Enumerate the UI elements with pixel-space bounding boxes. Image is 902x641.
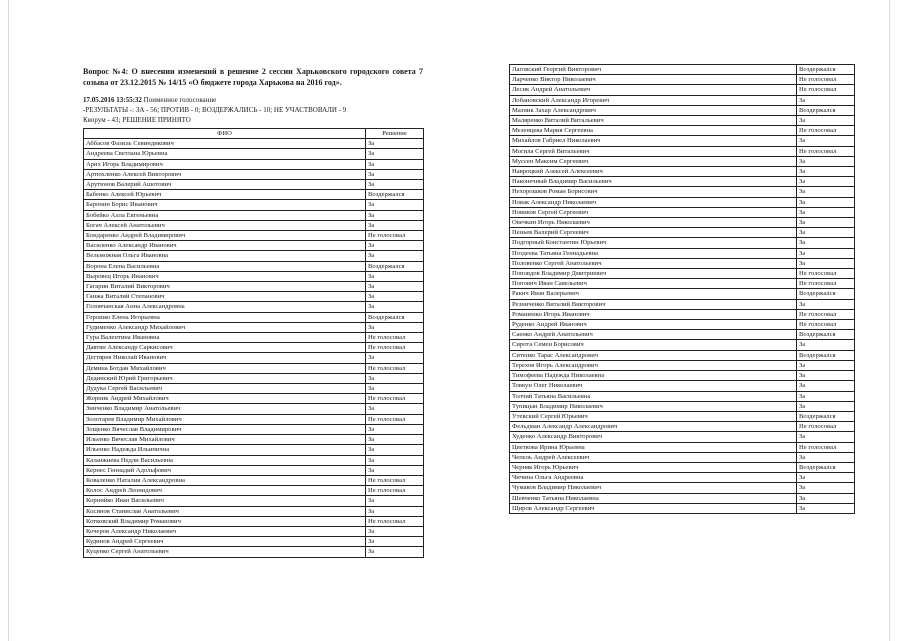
deputy-name: Сирота Семен Борисович [510, 340, 797, 350]
table-row [510, 360, 855, 370]
vote-decision: За [366, 384, 424, 394]
table-row [510, 279, 855, 289]
deputy-name: Фельдман Александр Александрович [510, 422, 797, 432]
table-row [510, 177, 855, 187]
vote-decision: Не голосовал [797, 269, 855, 279]
table-row [510, 350, 855, 360]
table-row [84, 516, 424, 526]
deputy-name: Худенко Александр Викторович [510, 432, 797, 442]
table-row [510, 381, 855, 391]
vote-decision: Не голосовал [797, 85, 855, 95]
deputy-name: Давтян Александр Саркисович [84, 343, 366, 353]
question-heading: Вопрос №4: О внесении изменений в решение 2 сессии Харьковского городского совета 7 созыва от 23.12.2015 № 14/15 «О бюджете города Харькова на 2016 год». [83, 67, 423, 87]
vote-decision: За [797, 401, 855, 411]
deputy-name: Куценко Сергей Анатольевич [84, 547, 366, 557]
deputy-name: Головчанская Анна Александровна [84, 302, 366, 312]
table-row [84, 282, 424, 292]
deputy-name: Толчий Татьяна Васильевна [510, 391, 797, 401]
deputy-name: Колос Андрей Леонидович [84, 486, 366, 496]
vote-decision: За [797, 503, 855, 513]
vote-decision: Воздержался [366, 190, 424, 200]
deputy-name: Цветкова Ирина Юрьевна [510, 442, 797, 452]
table-row [510, 493, 855, 503]
page-edge-left [8, 0, 9, 641]
table-row [84, 200, 424, 210]
deputy-name: Ганжа Виталий Степанович [84, 292, 366, 302]
deputy-name: Терехов Игорь Александрович [510, 360, 797, 370]
vote-decision: За [797, 432, 855, 442]
vote-datetime: 17.05.2016 13:55:32 [83, 96, 142, 104]
deputy-name: Ситенко Тарас Александрович [510, 350, 797, 360]
vote-decision: Воздержался [797, 105, 855, 115]
table-row [510, 401, 855, 411]
vote-decision: Не голосовал [366, 343, 424, 353]
table-row [510, 248, 855, 258]
table-row [84, 210, 424, 220]
deputy-name: Кернес Геннадий Адольфович [84, 465, 366, 475]
deputy-name: Михайлов Габриел Николаевич [510, 136, 797, 146]
deputy-name: Косинов Станислав Анатольевич [84, 506, 366, 516]
votes-table-right-body [510, 65, 855, 514]
table-row [84, 404, 424, 414]
vote-decision: Воздержался [366, 261, 424, 271]
vote-decision: За [366, 537, 424, 547]
deputy-name: Романенко Игорь Иванович [510, 309, 797, 319]
vote-decision: За [797, 299, 855, 309]
table-row [84, 353, 424, 363]
table-row [84, 180, 424, 190]
vote-decision: За [366, 465, 424, 475]
table-row [510, 473, 855, 483]
vote-decision: Не голосовал [797, 126, 855, 136]
table-row [84, 496, 424, 506]
table-row [84, 486, 424, 496]
deputy-name: Наконечный Владимир Васильевич [510, 177, 797, 187]
deputy-name: Лесик Андрей Анатольевич [510, 85, 797, 95]
table-row [510, 167, 855, 177]
vote-decision: За [797, 381, 855, 391]
table-row [510, 462, 855, 472]
deputy-name: Бондаренко Андрей Владимирович [84, 231, 366, 241]
deputy-name: Тупицын Владимир Николаевич [510, 401, 797, 411]
vote-decision: За [366, 282, 424, 292]
deputy-name: Кудинов Андрей Сергеевич [84, 537, 366, 547]
vote-decision: Воздержался [797, 330, 855, 340]
table-row [510, 207, 855, 217]
table-row [84, 526, 424, 536]
table-row [510, 340, 855, 350]
deputy-name: Коваленко Наталия Александровна [84, 475, 366, 485]
table-row [84, 261, 424, 271]
deputy-name: Выровец Игорь Иванович [84, 271, 366, 281]
deputy-name: Вельможная Ольга Ивановна [84, 251, 366, 261]
deputy-name: Поповдов Владимир Дмитриевич [510, 269, 797, 279]
deputy-name: Демина Богдан Михайлович [84, 363, 366, 373]
table-row [84, 455, 424, 465]
vote-decision: За [366, 322, 424, 332]
deputy-name: Чичина Ольга Андреевна [510, 473, 797, 483]
deputy-name: Арих Игорь Владимирович [84, 159, 366, 169]
vote-decision: За [797, 116, 855, 126]
deputy-name: Бабенко Алексей Юрьевич [84, 190, 366, 200]
table-row [510, 146, 855, 156]
vote-decision: За [366, 139, 424, 149]
deputy-name: Лобановский Александр Игоревич [510, 95, 797, 105]
table-row [84, 373, 424, 383]
table-row [510, 218, 855, 228]
table-row [510, 105, 855, 115]
table-row [510, 228, 855, 238]
table-row [510, 258, 855, 268]
deputy-name: Шевченко Татьяна Николаевна [510, 493, 797, 503]
vote-decision: За [797, 177, 855, 187]
deputy-name: Новак Александр Николаевич [510, 197, 797, 207]
deputy-name: Товкун Олег Николаевич [510, 381, 797, 391]
vote-decision: Не голосовал [797, 279, 855, 289]
table-row [84, 394, 424, 404]
table-row [84, 537, 424, 547]
table-row [84, 302, 424, 312]
table-row [84, 475, 424, 485]
vote-decision: За [797, 483, 855, 493]
vote-decision: За [366, 455, 424, 465]
vote-decision: Не голосовал [797, 422, 855, 432]
table-row [84, 292, 424, 302]
vote-decision: За [797, 371, 855, 381]
deputy-name: Попович Иван Савельевич [510, 279, 797, 289]
vote-decision: За [797, 136, 855, 146]
vote-decision: За [797, 187, 855, 197]
table-row [510, 85, 855, 95]
table-row [84, 435, 424, 445]
vote-decision: Не голосовал [366, 363, 424, 373]
deputy-name: Навроцкий Алексей Алексеевич [510, 167, 797, 177]
vote-decision: Не голосовал [797, 442, 855, 452]
vote-decision: За [797, 197, 855, 207]
vote-decision: За [366, 435, 424, 445]
deputy-name: Баронин Борис Иванович [84, 200, 366, 210]
table-row [510, 309, 855, 319]
deputy-name: Черняк Игорь Юрьевич [510, 462, 797, 472]
vote-decision: Не голосовал [797, 309, 855, 319]
vote-decision: За [366, 292, 424, 302]
vote-decision: За [797, 248, 855, 258]
table-row [510, 75, 855, 85]
table-row [84, 251, 424, 261]
table-row [510, 136, 855, 146]
vote-decision: За [366, 200, 424, 210]
vote-type: Поименное голосование [143, 96, 217, 104]
table-row [510, 187, 855, 197]
vote-decision: За [797, 258, 855, 268]
deputy-name: Василенко Александр Иванович [84, 241, 366, 251]
table-row [510, 442, 855, 452]
deputy-name: Арутюнов Валерий Ашотович [84, 180, 366, 190]
deputy-name: Мазник Захар Александрович [510, 105, 797, 115]
vote-decision: Воздержался [797, 462, 855, 472]
vote-decision: Не голосовал [366, 516, 424, 526]
deputy-name: Зинченко Владимир Анатольевич [84, 404, 366, 414]
deputy-name: Бобейко Алла Евгеньевна [84, 210, 366, 220]
table-row [84, 322, 424, 332]
vote-decision: За [797, 452, 855, 462]
table-row [84, 220, 424, 230]
vote-decision: Не голосовал [366, 394, 424, 404]
vote-decision: За [366, 210, 424, 220]
deputy-name: Чепель Андрей Алексеевич [510, 452, 797, 462]
deputy-name: Ворона Елена Васильевна [84, 261, 366, 271]
deputy-name: Дегтярев Николай Иванович [84, 353, 366, 363]
table-row [84, 312, 424, 322]
vote-decision: За [797, 156, 855, 166]
deputy-name: Маляренко Виталий Витальевич [510, 116, 797, 126]
vote-decision: За [366, 241, 424, 251]
deputy-name: Богач Алексей Анатольевич [84, 220, 366, 230]
table-row [84, 241, 424, 251]
table-row [510, 197, 855, 207]
table-row [510, 299, 855, 309]
vote-decision: За [366, 220, 424, 230]
vote-decision: За [797, 167, 855, 177]
vote-decision: Воздержался [797, 289, 855, 299]
table-row [510, 269, 855, 279]
table-row [510, 126, 855, 136]
vote-quorum: Кворум - 43; РЕШЕНИЕ ПРИНЯТО [83, 116, 191, 124]
table-row [510, 391, 855, 401]
vote-decision: За [366, 169, 424, 179]
vote-decision: За [366, 547, 424, 557]
vote-decision: За [366, 373, 424, 383]
deputy-name: Золотарев Владимир Михайлович [84, 414, 366, 424]
deputy-name: Утевский Сергей Юрьевич [510, 411, 797, 421]
vote-decision: За [366, 159, 424, 169]
table-row [84, 149, 424, 159]
vote-decision: Не голосовал [797, 146, 855, 156]
vote-datetime-line [83, 95, 423, 105]
table-row [510, 371, 855, 381]
vote-decision: Не голосовал [366, 486, 424, 496]
table-row [510, 411, 855, 421]
table-row [510, 432, 855, 442]
table-row [510, 95, 855, 105]
vote-decision: За [366, 445, 424, 455]
deputy-name: Гудименко Александр Михайлович [84, 322, 366, 332]
vote-decision: Воздержался [797, 65, 855, 75]
vote-decision: Не голосовал [797, 320, 855, 330]
table-row [84, 506, 424, 516]
vote-decision: За [366, 180, 424, 190]
table-row [510, 156, 855, 166]
deputy-name: Горошко Елена Игорьевна [84, 312, 366, 322]
table-row [84, 424, 424, 434]
table-row [510, 289, 855, 299]
deputy-name: Артюхленко Алексей Викторович [84, 169, 366, 179]
deputy-name: Гура Валентина Ивановна [84, 333, 366, 343]
vote-decision: За [366, 302, 424, 312]
table-row [510, 116, 855, 126]
vote-results: -РЕЗУЛЬТАТЫ -: ЗА - 56; ПРОТИВ - 0; ВОЗДЕРЖАЛИСЬ - 10; НЕ УЧАСТВОВАЛИ - 9 [83, 106, 347, 114]
vote-decision: Не голосовал [366, 231, 424, 241]
vote-decision: За [797, 228, 855, 238]
table-row [84, 414, 424, 424]
vote-decision: За [366, 149, 424, 159]
table-row [84, 169, 424, 179]
table-row [510, 320, 855, 330]
table-row [510, 452, 855, 462]
vote-decision: За [366, 353, 424, 363]
table-row [510, 65, 855, 75]
table-row [84, 333, 424, 343]
vote-decision: За [366, 251, 424, 261]
vote-decision: За [366, 404, 424, 414]
table-row [84, 159, 424, 169]
table-row [84, 465, 424, 475]
vote-decision: За [797, 473, 855, 483]
deputy-name: Зощенко Вячеслав Владимирович [84, 424, 366, 434]
table-row [510, 503, 855, 513]
deputy-name: Ильенко Вячеслав Михайлович [84, 435, 366, 445]
deputy-name: Ларченко Виктор Николаевич [510, 75, 797, 85]
table-header-row [84, 129, 424, 139]
vote-decision: За [366, 506, 424, 516]
vote-decision: Не голосовал [366, 475, 424, 485]
table-row [84, 271, 424, 281]
table-row [84, 363, 424, 373]
deputy-name: Мезенцева Мария Сергеевна [510, 126, 797, 136]
header-name: ФИО [84, 129, 366, 139]
vote-decision: За [797, 218, 855, 228]
deputy-name: Поздеева Татьяна Геннадьевна [510, 248, 797, 258]
vote-decision: За [366, 271, 424, 281]
deputy-name: Гагарин Виталий Викторович [84, 282, 366, 292]
vote-decision: За [797, 493, 855, 503]
deputy-name: Половенко Сергей Анатольевич [510, 258, 797, 268]
deputy-name: Кочеров Александр Николаевич [84, 526, 366, 536]
votes-table-right [509, 64, 855, 514]
deputy-name: Муссен Максим Сергеевич [510, 156, 797, 166]
table-row [510, 330, 855, 340]
vote-decision: Не голосовал [797, 75, 855, 85]
votes-table-left-body [84, 139, 424, 557]
table-row [84, 190, 424, 200]
vote-decision: За [797, 95, 855, 105]
deputy-name: Новиков Сергей Сергеевич [510, 207, 797, 217]
votes-table-left [83, 128, 424, 558]
table-row [84, 547, 424, 557]
left-column [83, 66, 423, 558]
table-row [84, 343, 424, 353]
right-column [509, 64, 854, 514]
vote-decision: За [797, 391, 855, 401]
deputy-name: Чумаков Владимир Николаевич [510, 483, 797, 493]
vote-meta [83, 95, 423, 125]
vote-decision: Не голосовал [366, 414, 424, 424]
vote-decision: За [797, 340, 855, 350]
table-row [84, 445, 424, 455]
vote-decision: За [366, 496, 424, 506]
vote-decision: За [797, 238, 855, 248]
vote-decision: Не голосовал [366, 333, 424, 343]
deputy-name: Подгорный Константин Юрьевич [510, 238, 797, 248]
vote-decision: Воздержался [366, 312, 424, 322]
vote-decision: За [366, 526, 424, 536]
deputy-name: Тимофеева Надежда Николаевна [510, 371, 797, 381]
vote-decision: За [797, 207, 855, 217]
vote-decision: За [366, 424, 424, 434]
deputy-name: Саенко Андрей Анатольевич [510, 330, 797, 340]
vote-decision: Воздержался [797, 411, 855, 421]
deputy-name: Щиров Александр Сергеевич [510, 503, 797, 513]
page-edge-right [889, 0, 890, 641]
deputy-name: Пеньев Валерий Сергеевич [510, 228, 797, 238]
deputy-name: Жорник Андрей Михайлович [84, 394, 366, 404]
deputy-name: Ильенко Надежда Ильинична [84, 445, 366, 455]
table-row [510, 483, 855, 493]
deputy-name: Аббасов Фазиль Севиндикович [84, 139, 366, 149]
deputy-name: Дединский Юрий Григорьевич [84, 373, 366, 383]
deputy-name: Ракич Иван Валерьевич [510, 289, 797, 299]
vote-decision: Воздержался [797, 350, 855, 360]
deputy-name: Котковский Владимир Романович [84, 516, 366, 526]
deputy-name: Лаговский Георгий Викторович [510, 65, 797, 75]
header-decision: Решение [366, 129, 424, 139]
deputy-name: Андреева Светлана Юрьевна [84, 149, 366, 159]
table-row [84, 384, 424, 394]
table-row [84, 231, 424, 241]
table-row [510, 422, 855, 432]
table-row [84, 139, 424, 149]
table-row [510, 238, 855, 248]
vote-decision: За [797, 360, 855, 370]
deputy-name: Нехорошков Роман Борисович [510, 187, 797, 197]
deputy-name: Овечкин Игорь Николаевич [510, 218, 797, 228]
deputy-name: Дудука Сергей Васильевич [84, 384, 366, 394]
deputy-name: Казанжиева Недли Васильевна [84, 455, 366, 465]
deputy-name: Могила Сергей Витальевич [510, 146, 797, 156]
deputy-name: Руденко Андрей Иванович [510, 320, 797, 330]
deputy-name: Корнийко Иван Васильевич [84, 496, 366, 506]
deputy-name: Резниченко Виталий Викторович [510, 299, 797, 309]
